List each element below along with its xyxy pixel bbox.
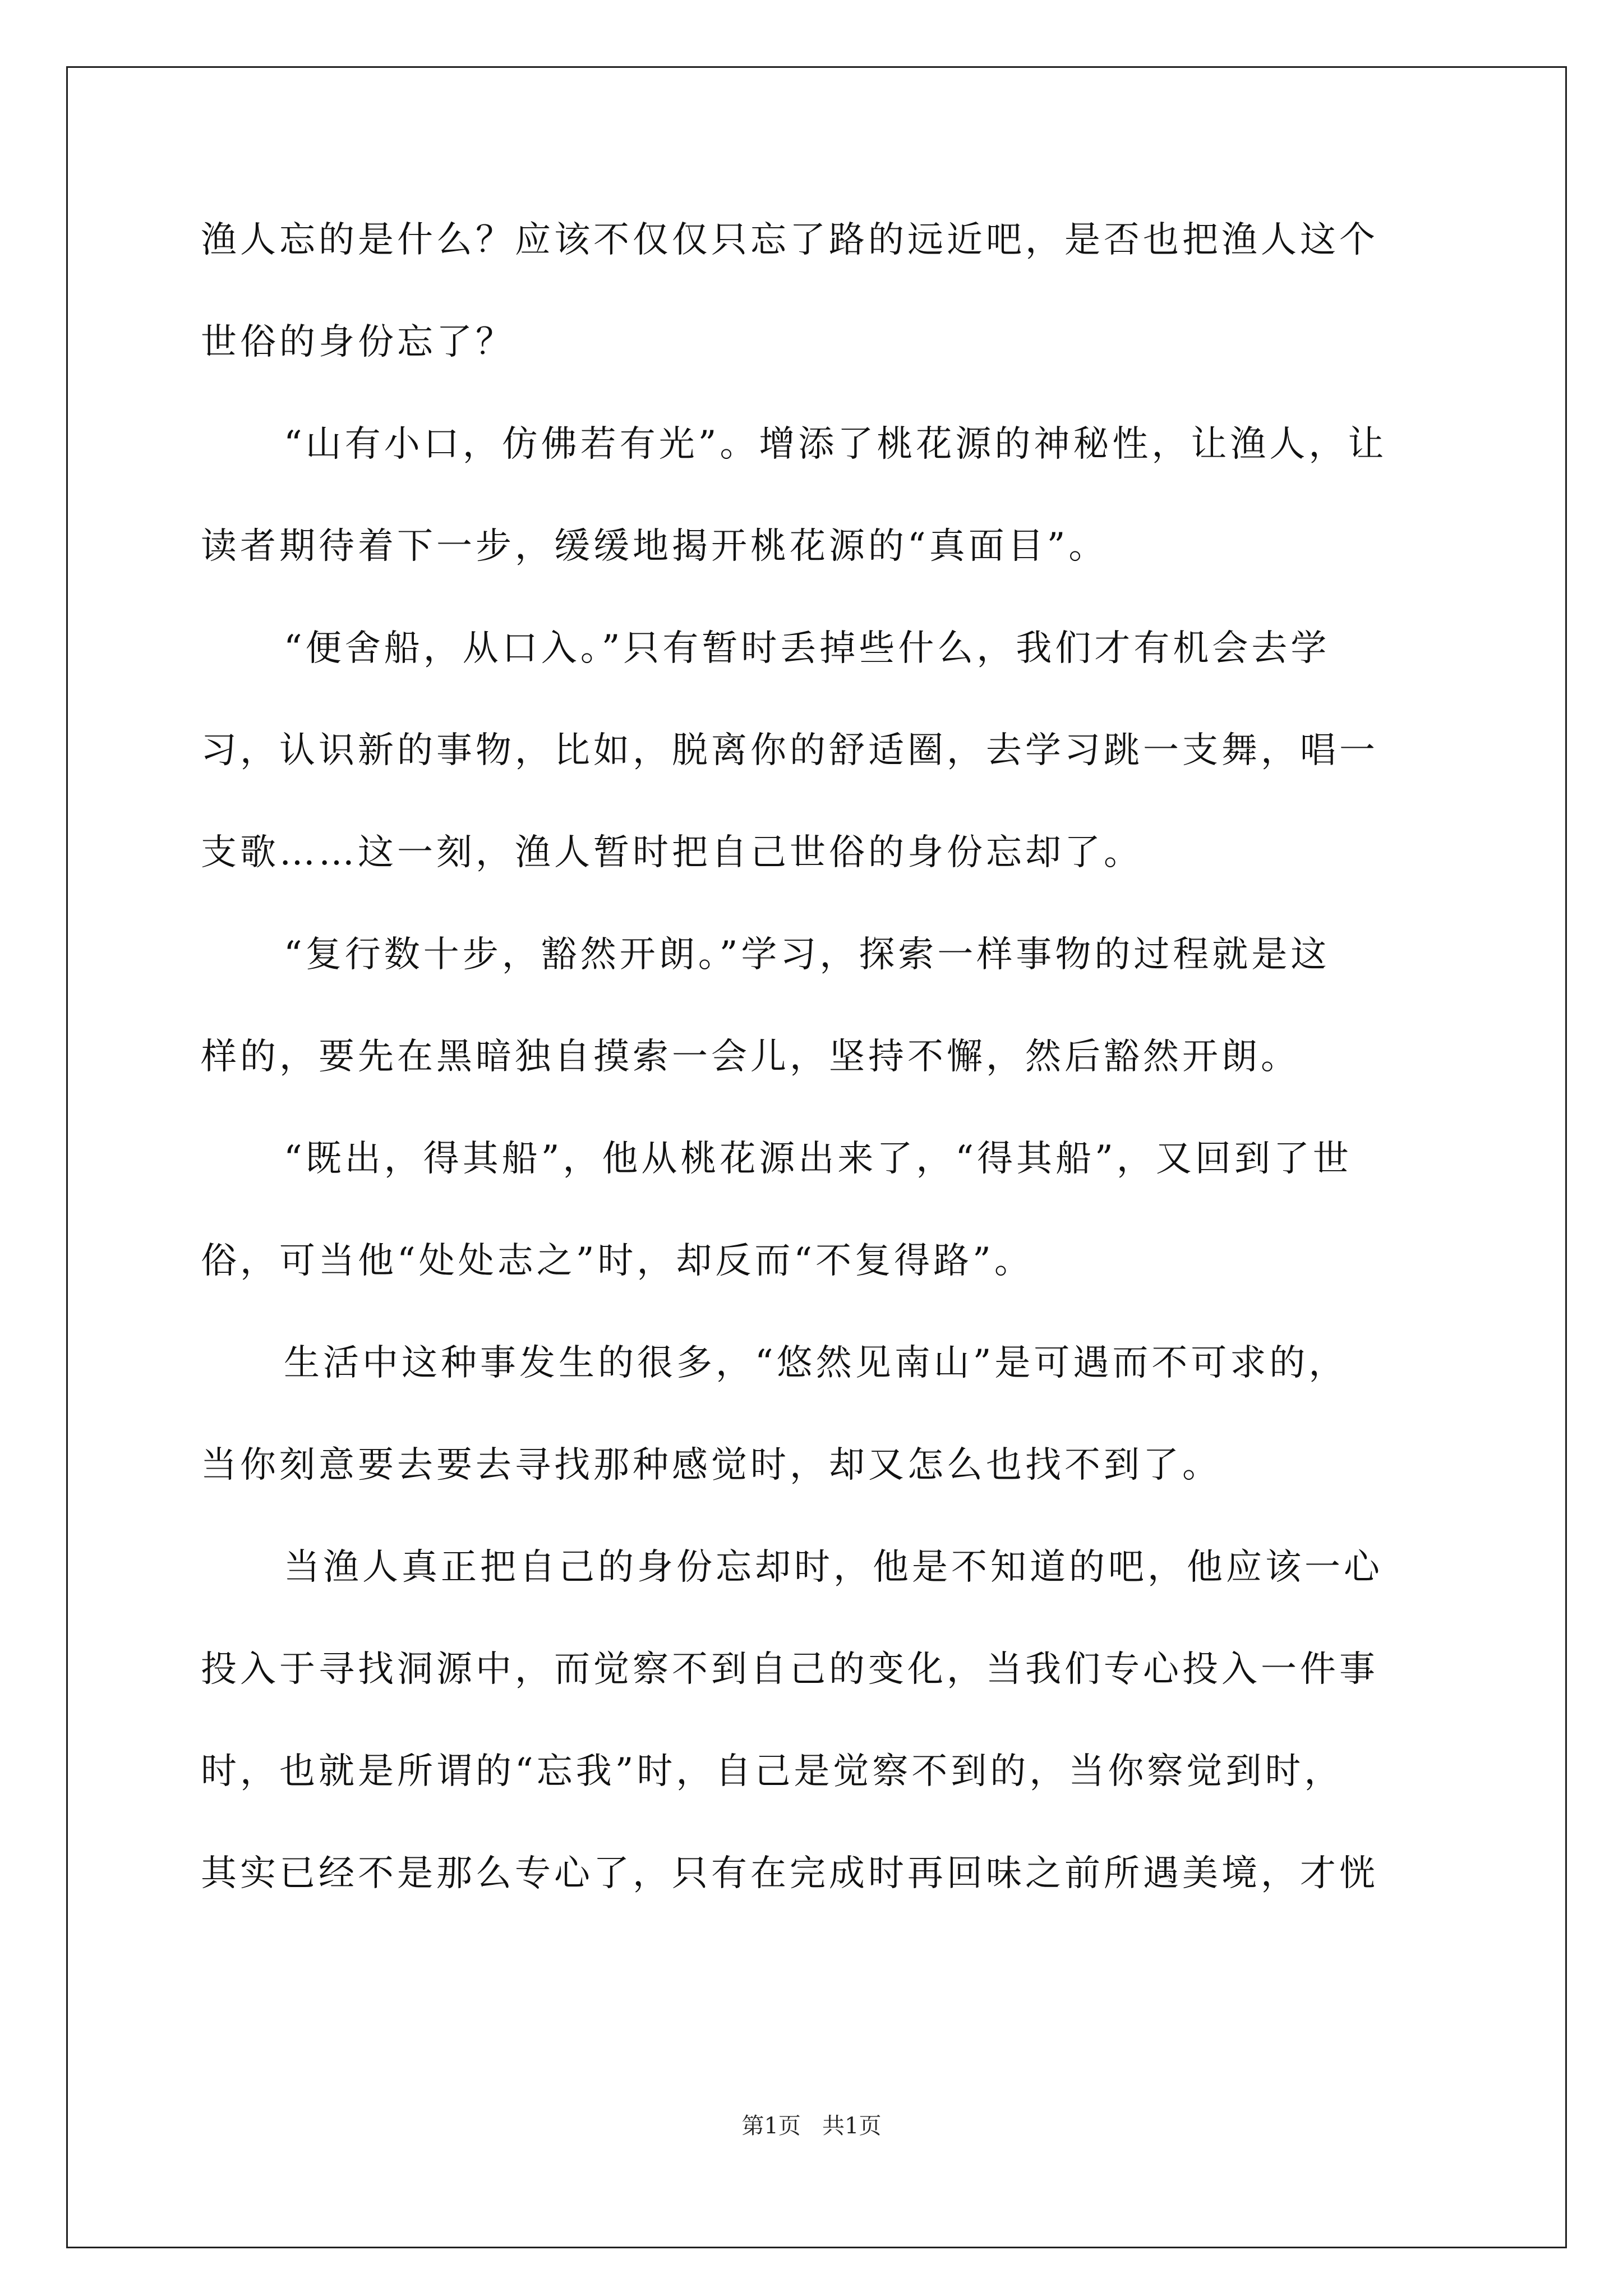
- text-line: 当你刻意要去要去寻找那种感觉时，却又怎么也找不到了。: [201, 1444, 1221, 1486]
- text-line: 俗，可当他“处处志之”时，却反而“不复得路”。: [201, 1240, 1034, 1282]
- text-line: “复行数十步，豁然开朗。”学习，探索一样事物的过程就是这: [284, 934, 1330, 976]
- text-line: “便舍船，从口入。”只有暂时丢掉些什么，我们才有机会去学: [284, 628, 1330, 669]
- page-number-footer: 第1页 共1页: [741, 2113, 882, 2139]
- text-line: 时，也就是所谓的“忘我”时，自己是觉察不到的，当你察觉到时，: [201, 1751, 1344, 1792]
- text-line: 渔人忘的是什么？应该不仅仅只忘了路的远近吧，是否也把渔人这个: [201, 219, 1378, 261]
- text-line: 世俗的身份忘了？: [201, 321, 515, 363]
- text-line: “山有小口，仿佛若有光”。增添了桃花源的神秘性，让渔人，让: [284, 424, 1387, 465]
- text-line: 习，认识新的事物，比如，脱离你的舒适圈，去学习跳一支舞，唱一: [201, 730, 1378, 771]
- text-line: 当渔人真正把自己的身份忘却时，他是不知道的吧，他应该一心: [284, 1547, 1383, 1588]
- text-line: 支歌……这一刻，渔人暂时把自己世俗的身份忘却了。: [201, 832, 1143, 873]
- text-line: “既出，得其船”，他从桃花源出来了，“得其船”，又回到了世: [284, 1138, 1352, 1180]
- text-line: 生活中这种事发生的很多，“悠然见南山”是可遇而不可求的，: [284, 1342, 1348, 1384]
- text-line: 样的，要先在黑暗独自摸索一会儿，坚持不懈，然后豁然开朗。: [201, 1036, 1300, 1078]
- text-line: 读者期待着下一步，缓缓地揭开桃花源的“真面目”。: [201, 526, 1108, 567]
- text-line: 其实已经不是那么专心了，只有在完成时再回味之前所遇美境，才恍: [201, 1853, 1378, 1894]
- text-line: 投入于寻找洞源中，而觉察不到自己的变化，当我们专心投入一件事: [201, 1649, 1378, 1690]
